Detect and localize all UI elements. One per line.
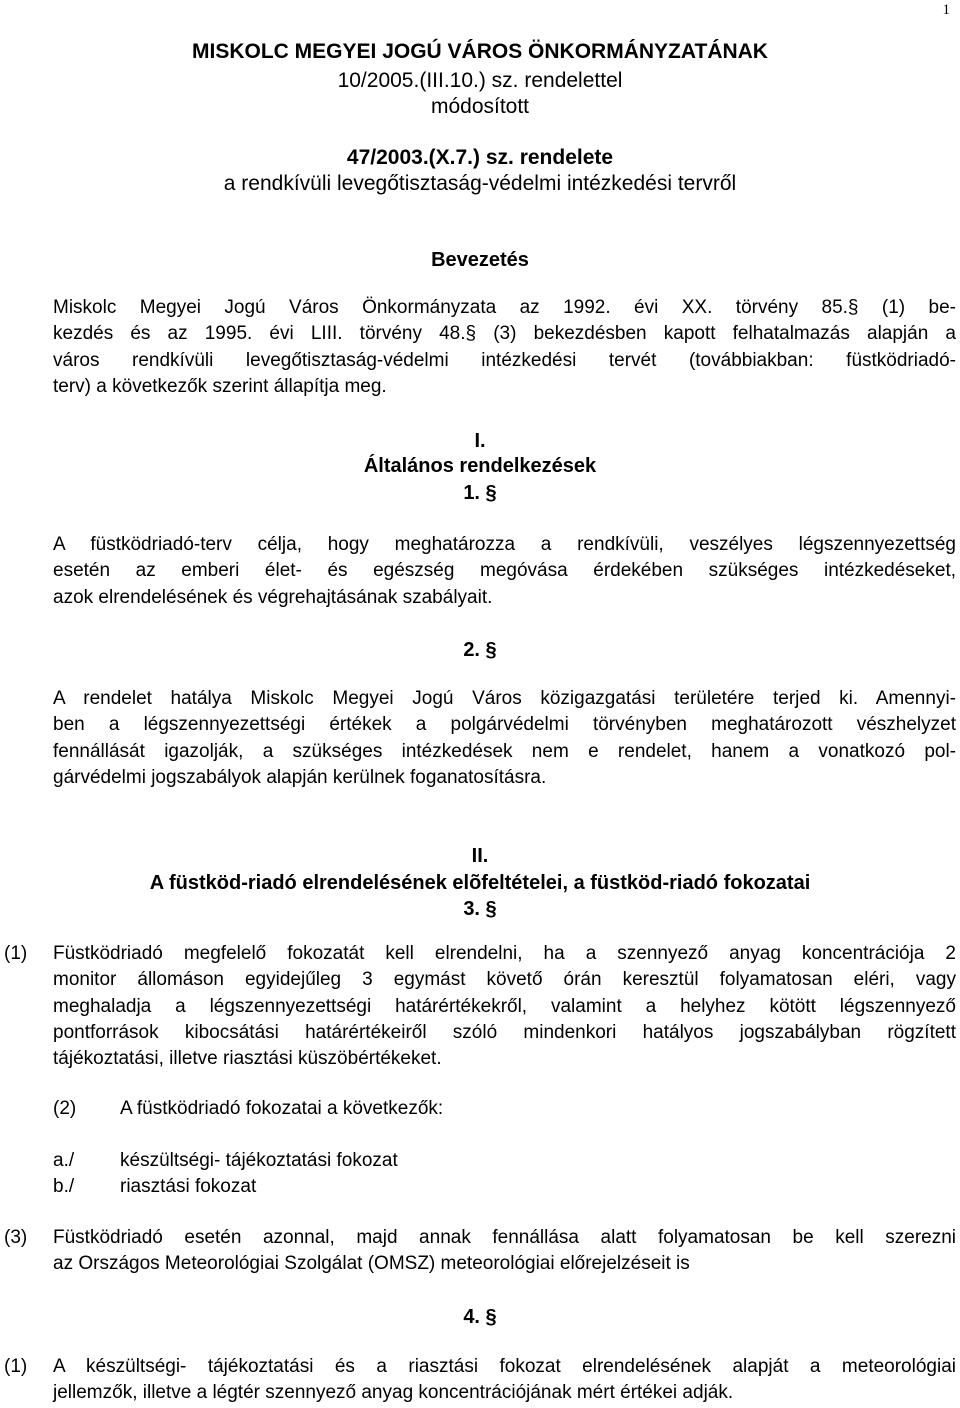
section3-p1-number: (1): [4, 943, 28, 964]
section3-p1-line: pontforrások kibocsátási határértékeiről szóló mindenkori hatályos jogszabályban rögzített: [53, 1021, 956, 1043]
chapter1-title: Általános rendelkezések: [363, 455, 597, 477]
section3-p3-line: Füstködriadó esetén azonnal, majd annak fennállása alatt folyamatosan be kell szerezni: [53, 1227, 956, 1248]
list-item-label: b./: [53, 1176, 75, 1197]
section1-line: A füstködriadó-terv célja, hogy meghatározza a rendkívüli, veszélyes légszennyezettség: [53, 534, 956, 555]
section1-line: esetén az emberi élet- és egészség megóvása érdekében szükséges intézkedéseket,: [53, 560, 956, 582]
section1-paragraph: [53, 532, 956, 611]
section3-p3-paragraph: [53, 1225, 956, 1278]
section4-p1-paragraph: [53, 1354, 956, 1407]
section3-p1-line: tájékoztatási, illetve riasztási küszöbértékeket.: [53, 1048, 442, 1070]
section3-p1-paragraph: [53, 941, 956, 1072]
intro-line: Miskolc Megyei Jogú Város Önkormányzata az 1992. évi XX. törvény 85.§ (1) be-: [53, 297, 956, 318]
section1-line: azok elrendelésének és végrehajtásának szabályait.: [53, 586, 493, 608]
intro-paragraph: [53, 295, 956, 400]
list-item-text: készültségi- tájékoztatási fokozat: [120, 1150, 398, 1171]
section2-label: 2. §: [463, 639, 497, 661]
amended-note: módosított: [430, 95, 530, 118]
decree-number: 47/2003.(X.7.) sz. rendelete: [346, 146, 614, 169]
page-number: 1: [942, 2, 950, 18]
section4-p1-line: jellemzők, illetve a légtér szennyező anyag koncentrációjának mért értékei adják.: [53, 1382, 734, 1404]
intro-title: Bevezetés: [431, 249, 529, 271]
section2-line: ben a légszennyezettségi értékek a polgárvédelmi törvényben meghatározott vészhelyzet: [53, 714, 956, 736]
decree-title: a rendkívüli levegőtisztaság-védelmi intézkedési tervről: [223, 172, 737, 195]
list-item-text: riasztási fokozat: [120, 1176, 257, 1197]
section2-paragraph: [53, 686, 956, 791]
section3-p1-line: meghaladja a légszennyezettségi határértékekről, valamint a helyhez kötött légszennyező: [53, 995, 956, 1017]
section3-p1-line: monitor állomáson egyidejűleg 3 egymást követő órán keresztül folyamatosan eléri, vagy: [53, 969, 956, 991]
issuer-title: MISKOLC MEGYEI JOGÚ VÁROS ÖNKORMÁNYZATÁNAK: [192, 40, 768, 63]
section3-p2-text: A füstködriadó fokozatai a következők:: [120, 1098, 444, 1119]
section4-p1-number: (1): [4, 1356, 28, 1377]
section1-label: 1. §: [463, 482, 497, 504]
section3-label: 3. §: [463, 898, 497, 920]
section3-p3-number: (3): [4, 1227, 28, 1248]
section2-line: gárvédelmi jogszabályok alapján kerülnek foganatosításra.: [53, 766, 547, 788]
section2-line: A rendelet hatálya Miskolc Megyei Jogú Város közigazgatási területére terjed ki. Amennyi-: [53, 688, 956, 709]
section4-p1-line: A készültségi- tájékoztatási és a riasztási fokozat elrendelésének alapját a meteorológiai: [53, 1356, 956, 1377]
intro-line: város rendkívüli levegőtisztaság-védelmi intézkedési tervét (továbbiakban: füstködriadó-: [53, 349, 956, 371]
chapter2-title: A füstköd-riadó elrendelésének elõfeltételei, a füstköd-riadó fokozatai: [149, 872, 811, 894]
section4-label: 4. §: [463, 1306, 497, 1328]
list-item-label: a./: [53, 1150, 75, 1171]
section2-line: fennállását igazolják, a szükséges intézkedések nem e rendelet, hanem a vonatkozó pol-: [53, 740, 956, 762]
section3-p1-line: Füstködriadó megfelelő fokozatát kell elrendelni, ha a szennyező anyag koncentrációja 2: [53, 943, 956, 964]
chapter1-number: I.: [474, 430, 486, 452]
intro-line: kezdés és az 1995. évi LIII. törvény 48.§ (3) bekezdésben kapott felhatalmazás alapján a: [53, 323, 956, 345]
amending-decree: 10/2005.(III.10.) sz. rendelettel: [337, 69, 623, 92]
chapter2-number: II.: [471, 845, 489, 867]
section3-p3-line: az Országos Meteorológiai Szolgálat (OMSZ) meteorológiai előrejelzéseit is: [53, 1253, 690, 1275]
section3-p2-number: (2): [53, 1098, 77, 1119]
intro-line: terv) a következők szerint állapítja meg.: [53, 375, 387, 397]
